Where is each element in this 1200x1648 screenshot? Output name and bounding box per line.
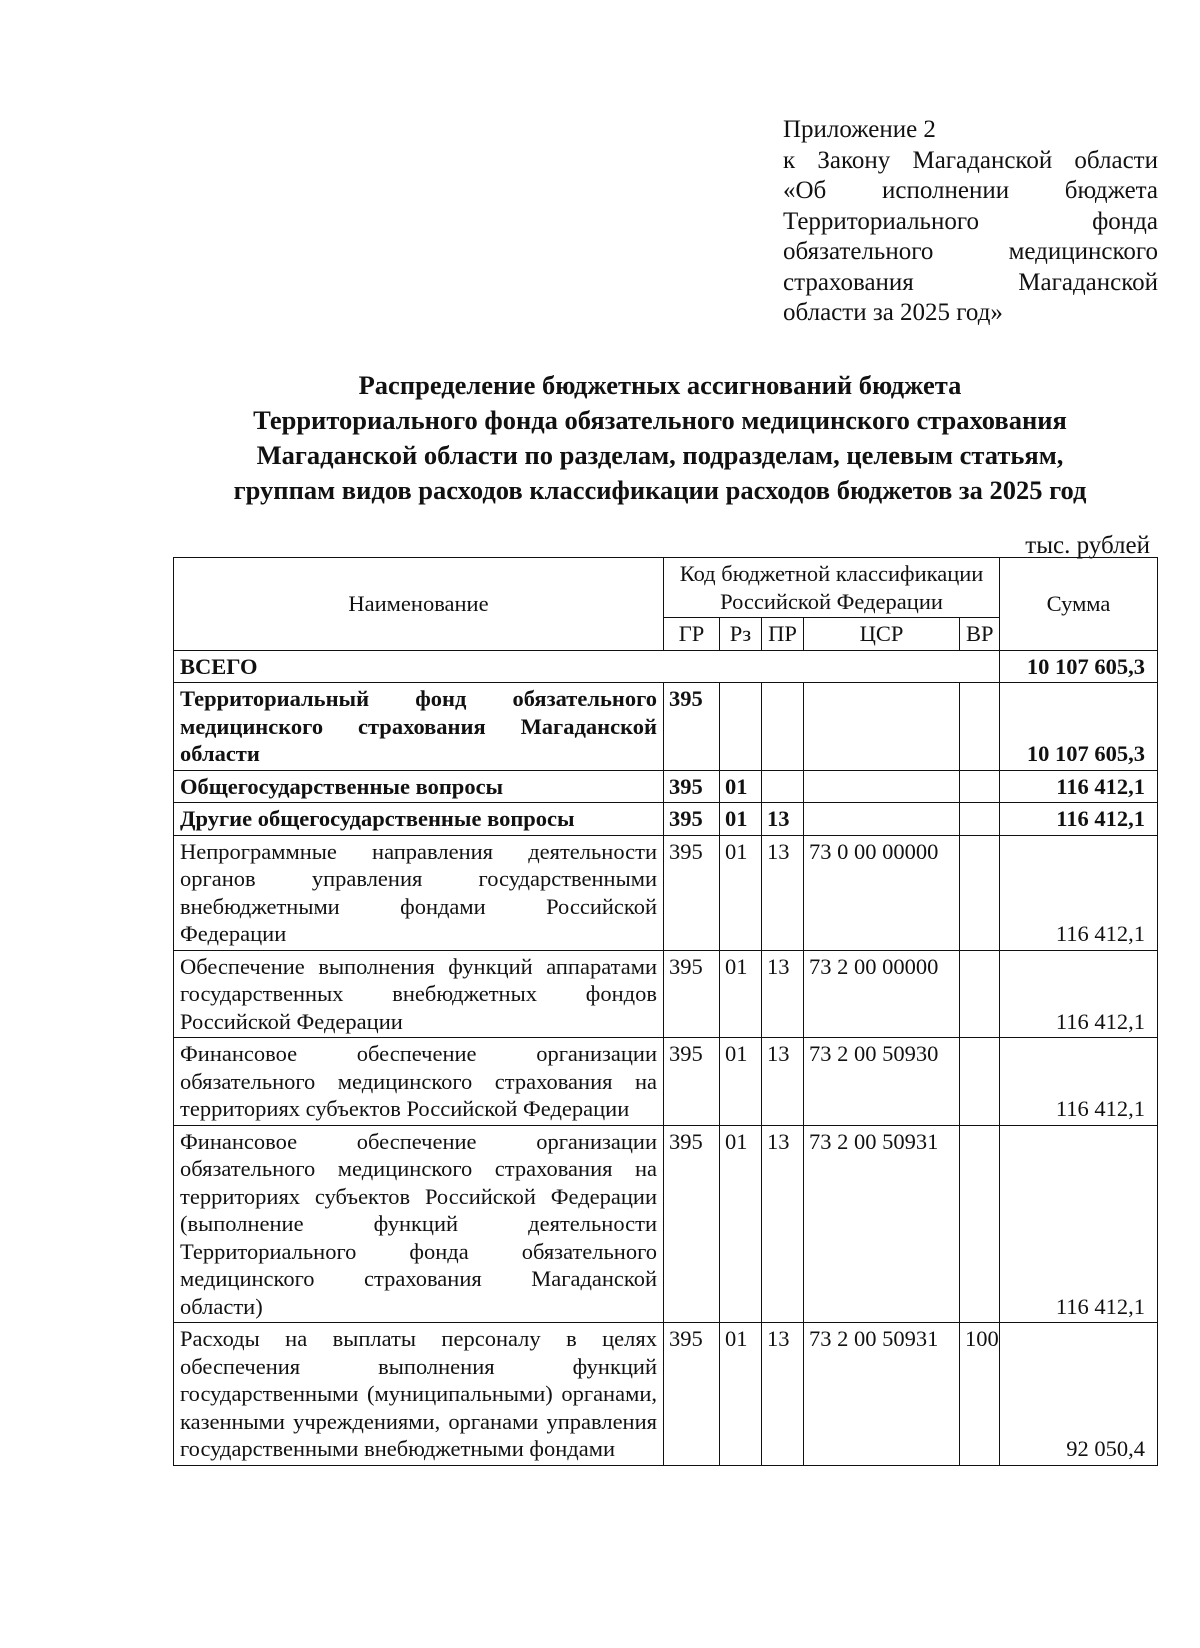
header-vr: ВР: [960, 618, 1000, 651]
row-rz: 01: [720, 1038, 762, 1126]
budget-table: [173, 557, 1158, 1466]
row-sum: 116 412,1: [1000, 1125, 1158, 1323]
row-csr: 73 2 00 50931: [804, 1125, 960, 1323]
title-line: Распределение бюджетных ассигнований бюджета: [358, 370, 962, 400]
row-pr: [762, 683, 804, 771]
row-rz: 01: [720, 950, 762, 1038]
row-rz: [720, 683, 762, 771]
table-row: [174, 950, 1158, 1038]
table-row: [174, 1038, 1158, 1126]
total-label: ВСЕГО: [174, 650, 1000, 683]
row-gr: 395: [664, 803, 720, 836]
header-rz: Рз: [720, 618, 762, 651]
table-row: [174, 835, 1158, 950]
row-pr: [762, 770, 804, 803]
header-code-group: Код бюджетной классификации Российской Федерации: [664, 558, 1000, 618]
row-name: Финансовое обеспечение организации обязательного медицинского страхования на территориях субъектов Российской Федерации (выполнение функций деятельности Территориального фонда обязательного медицинского страхования Магаданской области): [174, 1125, 664, 1323]
row-sum: 116 412,1: [1000, 803, 1158, 836]
appendix-line: к Закону Магаданской области: [783, 146, 1158, 174]
appendix-line: Территориального фонда: [783, 207, 1158, 235]
row-vr: [960, 770, 1000, 803]
row-csr: [804, 803, 960, 836]
row-pr: 13: [762, 835, 804, 950]
row-gr: 395: [664, 1323, 720, 1466]
row-csr: 73 2 00 50930: [804, 1038, 960, 1126]
table-row: [174, 770, 1158, 803]
header-pr: ПР: [762, 618, 804, 651]
row-pr: 13: [762, 803, 804, 836]
row-vr: [960, 950, 1000, 1038]
header-sum: Сумма: [1000, 558, 1158, 651]
title-line: Территориального фонда обязательного медицинского страхования: [253, 405, 1067, 435]
appendix-line: обязательного медицинского: [783, 238, 1158, 265]
header-name: Наименование: [174, 558, 664, 651]
row-gr: 395: [664, 1125, 720, 1323]
row-name: Расходы на выплаты персоналу в целях обеспечения выполнения функций государственными (муниципальными) органами, казенными учреждениями, органами управления государственными внебюджетными фондами: [174, 1323, 664, 1466]
row-gr: 395: [664, 770, 720, 803]
row-gr: 395: [664, 683, 720, 771]
row-pr: 13: [762, 1125, 804, 1323]
row-vr: 100: [960, 1323, 1000, 1466]
row-vr: [960, 1038, 1000, 1126]
row-sum: 116 412,1: [1000, 1038, 1158, 1126]
header-csr: ЦСР: [804, 618, 960, 651]
row-rz: 01: [720, 1125, 762, 1323]
row-name: Непрограммные направления деятельности органов управления государственными внебюджетными фондами Российской Федерации: [174, 835, 664, 950]
title-line: Магаданской области по разделам, подразделам, целевым статьям,: [256, 440, 1064, 470]
row-vr: [960, 683, 1000, 771]
row-gr: 395: [664, 950, 720, 1038]
row-rz: 01: [720, 835, 762, 950]
row-csr: [804, 770, 960, 803]
row-name: Обеспечение выполнения функций аппаратами государственных внебюджетных фондов Российской Федерации: [174, 950, 664, 1038]
total-sum: 10 107 605,3: [1000, 650, 1158, 683]
row-sum: 92 050,4: [1000, 1323, 1158, 1466]
row-sum: 10 107 605,3: [1000, 683, 1158, 771]
table-row-total: [174, 650, 1158, 683]
row-name: Финансовое обеспечение организации обязательного медицинского страхования на территориях субъектов Российской Федерации: [174, 1038, 664, 1126]
table-row: [174, 803, 1158, 836]
row-csr: 73 2 00 00000: [804, 950, 960, 1038]
row-gr: 395: [664, 1038, 720, 1126]
row-name: Общегосударственные вопросы: [174, 770, 664, 803]
document-title: [160, 368, 1160, 508]
row-sum: 116 412,1: [1000, 770, 1158, 803]
appendix-line: «Об исполнении бюджета: [783, 177, 1158, 204]
row-rz: 01: [720, 770, 762, 803]
units-label: тыс. рублей: [1025, 532, 1150, 559]
header-gr: ГР: [664, 618, 720, 651]
appendix-line: области за 2025 год»: [783, 299, 1003, 326]
row-pr: 13: [762, 1323, 804, 1466]
row-name: Территориальный фонд обязательного медицинского страхования Магаданской области: [174, 683, 664, 771]
row-vr: [960, 835, 1000, 950]
row-csr: [804, 683, 960, 771]
appendix-header: [783, 115, 1158, 329]
row-vr: [960, 803, 1000, 836]
row-csr: 73 2 00 50931: [804, 1323, 960, 1466]
row-pr: 13: [762, 1038, 804, 1126]
table-row: [174, 1323, 1158, 1466]
row-sum: 116 412,1: [1000, 950, 1158, 1038]
row-name: Другие общегосударственные вопросы: [174, 803, 664, 836]
row-gr: 395: [664, 835, 720, 950]
appendix-line: страхования Магаданской: [783, 268, 1158, 296]
table-row: [174, 683, 1158, 771]
row-sum: 116 412,1: [1000, 835, 1158, 950]
row-rz: 01: [720, 1323, 762, 1466]
row-rz: 01: [720, 803, 762, 836]
row-csr: 73 0 00 00000: [804, 835, 960, 950]
row-pr: 13: [762, 950, 804, 1038]
row-vr: [960, 1125, 1000, 1323]
title-line: группам видов расходов классификации расходов бюджетов за 2025 год: [233, 475, 1087, 505]
appendix-line: Приложение 2: [783, 116, 936, 143]
table-row: [174, 1125, 1158, 1323]
